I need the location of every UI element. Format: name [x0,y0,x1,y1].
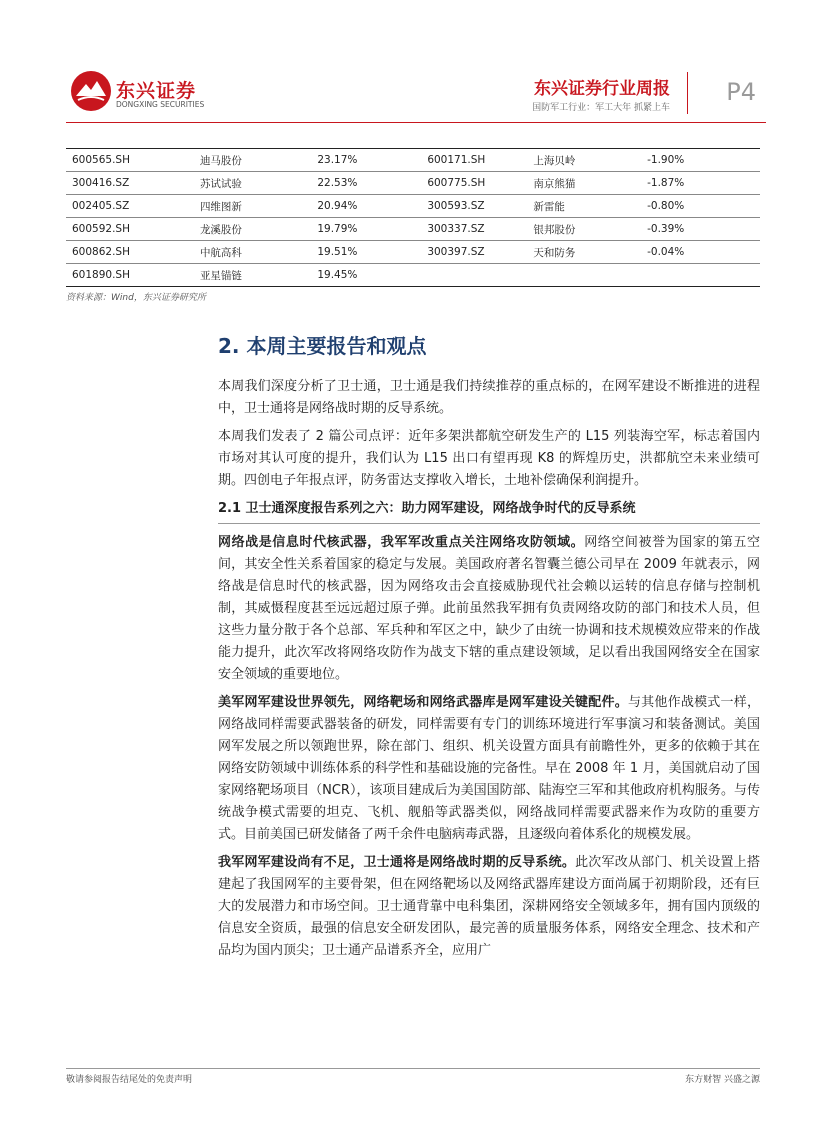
intro-paragraph: 本周我们深度分析了卫士通，卫士通是我们持续推荐的重点标的，在网军建设不断推进的进程中，卫士通将是网络战时期的反导系统。 [218,379,760,416]
body-paragraph [218,692,760,846]
table-cell: 上海贝岭 [527,149,641,172]
stock-change-table [66,148,760,287]
table-row [66,264,760,287]
table-cell: 300337.SZ [421,218,527,241]
table-cell: 苏试试验 [194,172,311,195]
dongxing-logo-icon [70,70,112,112]
paragraph-text: 网络空间被誉为国家的第五空间，其安全性关系着国家的稳定与发展。美国政府著名智囊兰德公司早在 2009 年就表示，网络战是信息时代的核武器，因为网络攻击会直接威胁现代社会赖以运转的信息存储与控制机制，其威慑程度甚至远远超过原子弹。此前虽然我军拥有负责网络攻防的部门和技术人员，但这些力量分散于各个总部、军兵种和军区之中，缺少了由统一协调和技术规模效应带来的作战能力提升，此次军改将网络攻防作为战支下辖的重点建设领域，足以看出我国网络安全在国家安全领域的重要地位。 [218,535,760,682]
table-cell: 19.51% [311,241,421,264]
subsection-heading: 2.1 卫士通深度报告系列之六：助力网军建设，网络战争时代的反导系统 [218,498,760,524]
table-row [66,241,760,264]
table-cell: -1.87% [641,172,760,195]
table-cell: 002405.SZ [66,195,194,218]
paragraph-text: 与其他作战模式一样，网络战同样需要武器装备的研发，同样需要有专门的训练环境进行军事演习和装备测试。美国网军发展之所以领跑世界，除在部门、组织、机关设置方面具有前瞻性外，更多的依赖于其在网络安防领域中训练体系的科学性和基础设施的完备性。早在 2008 年 1 月，美国就启动了国家网络靶场项目（NCR），该项目建成后为美国国防部、陆海空三军和其他政府机构服务。与传统战争模式需要的坦克、飞机、舰船等武器类似，网络战同样需要武器来作为攻防的重要方式。目前美国已研发储备了两千余件电脑病毒武器，且逐级向着体系化的规模发展。 [218,695,760,842]
table-cell: -1.90% [641,149,760,172]
footer-slogan: 东方财智 兴盛之源 [685,1075,760,1085]
logo-chinese-name: 东兴证券 [116,80,197,102]
table-cell: 600565.SH [66,149,194,172]
table-cell: 22.53% [311,172,421,195]
table-row [66,195,760,218]
header-rule [66,122,766,123]
table-cell: -0.39% [641,218,760,241]
table-cell: 300593.SZ [421,195,527,218]
table-cell: 新雷能 [527,195,641,218]
table-cell: 龙溪股份 [194,218,311,241]
table-cell: 银邦股份 [527,218,641,241]
table-cell: 20.94% [311,195,421,218]
section-body [218,376,760,968]
table-cell: 600592.SH [66,218,194,241]
table-cell: 19.45% [311,264,421,287]
table-cell: 300397.SZ [421,241,527,264]
report-title: 东兴证券行业周报 [534,79,670,99]
table-row [66,172,760,195]
table-cell: 300416.SZ [66,172,194,195]
table-cell: 600862.SH [66,241,194,264]
table-cell: -0.80% [641,195,760,218]
table-cell: 601890.SH [66,264,194,287]
paragraph-lead: 我军网军建设尚有不足，卫士通将是网络战时期的反导系统。 [218,855,576,870]
table-cell: 中航高科 [194,241,311,264]
table-source-note: 资料来源：Wind，东兴证券研究所 [66,293,206,303]
logo-english-name: DONGXING SECURITIES [116,100,205,109]
body-paragraph [218,852,760,962]
table-cell [641,264,760,287]
table-cell: 迪马股份 [194,149,311,172]
footer-disclaimer: 敬请参阅报告结尾处的免责声明 [66,1075,193,1085]
footer-rule [66,1068,760,1069]
table-cell: 亚星锚链 [194,264,311,287]
table-cell: -0.04% [641,241,760,264]
page-number: P4 [726,78,756,106]
section-heading: 2. 本周主要报告和观点 [218,334,427,358]
table-row [66,218,760,241]
table-cell: 600171.SH [421,149,527,172]
body-paragraph [218,532,760,686]
table-cell [527,264,641,287]
company-logo [70,70,220,116]
paragraph-lead: 网络战是信息时代核武器，我军军改重点关注网络攻防领域。 [218,535,585,550]
page-header [66,66,766,126]
table-cell: 600775.SH [421,172,527,195]
table-cell [421,264,527,287]
table-cell: 南京熊猫 [527,172,641,195]
report-subtitle: 国防军工行业：军工大年 抓紧上车 [532,103,670,113]
paragraph-lead: 美军网军建设世界领先，网络靶场和网络武器库是网军建设关键配件。 [218,695,628,710]
table-cell: 19.79% [311,218,421,241]
table-cell: 天和防务 [527,241,641,264]
intro-paragraph: 本周我们发表了 2 篇公司点评：近年多架洪都航空研发生产的 L15 列装海空军，标志着国内市场对其认可度的提升，我们认为 L15 出口有望再现 K8 的辉煌历史，洪都航空未来业绩可期。四创电子年报点评，防务雷达支撑收入增长，土地补偿确保利润提升。 [218,429,760,488]
header-divider [687,72,688,114]
table-cell: 四维图新 [194,195,311,218]
paragraph-text: 此次军改从部门、机关设置上搭建起了我国网军的主要骨架，但在网络靶场以及网络武器库建设方面尚属于初期阶段，还有巨大的发展潜力和市场空间。卫士通背靠中电科集团，深耕网络安全领域多年，拥有国内顶级的信息安全资质，最强的信息安全研发团队，最完善的质量服务体系，网络安全理念、技术和产品均为国内顶尖；卫士通产品谱系齐全，应用广 [218,855,760,958]
table-row [66,149,760,172]
table-cell: 23.17% [311,149,421,172]
